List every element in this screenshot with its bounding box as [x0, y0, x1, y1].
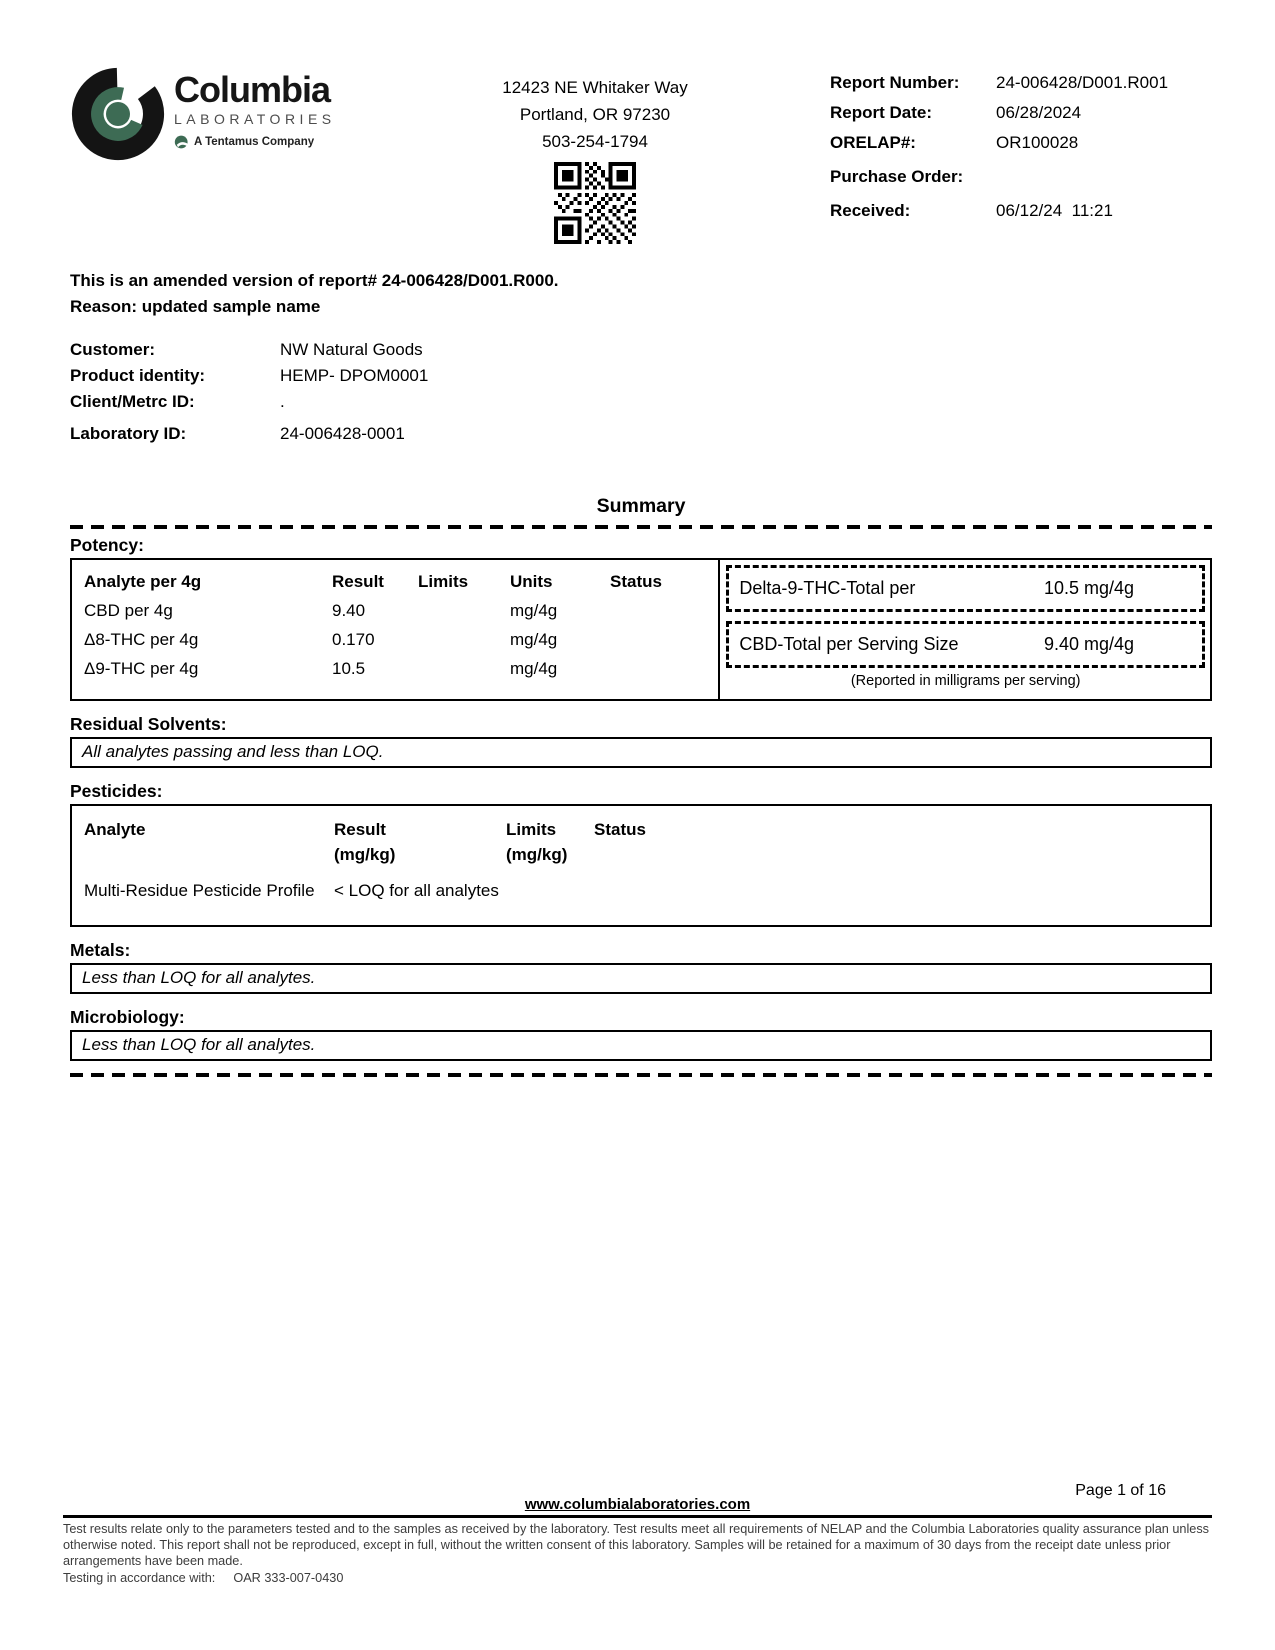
laboratory-id-row — [70, 421, 1212, 447]
potency-box — [70, 558, 1212, 701]
received-label: Received: — [830, 201, 911, 220]
potency-row-status — [610, 601, 718, 621]
potency-row-result: 0.170 — [332, 630, 375, 650]
amendment-line1: This is an amended version of report# 24-006428/D001.R000. — [70, 270, 559, 290]
orelap-row — [830, 134, 1212, 151]
laboratory-id-label: Laboratory ID: — [70, 424, 187, 444]
report-date-value: 06/28/2024 — [996, 103, 1082, 122]
potency-row-limits — [418, 601, 510, 621]
purchase-order-row — [830, 168, 1212, 185]
pesticides-box — [70, 804, 1212, 926]
product-identity-row — [70, 363, 1212, 389]
lab-address — [360, 66, 830, 252]
cbd-total-value: 9.40 mg/4g — [1043, 634, 1134, 655]
potency-col-units: Units — [510, 572, 553, 592]
logo-sub-text: LABORATORIES — [174, 111, 336, 127]
potency-row-analyte: CBD per 4g — [84, 601, 173, 621]
potency-row-units: mg/4g — [510, 630, 558, 650]
potency-row-limits — [418, 630, 510, 650]
report-info — [830, 66, 1212, 232]
report-number-label: Report Number: — [830, 73, 960, 92]
address-line1: 12423 NE Whitaker Way — [502, 78, 688, 97]
laboratory-id-value: 24-006428-0001 — [280, 424, 405, 444]
pesticides-row-result: < LOQ for all analytes — [334, 880, 499, 900]
pesticides-heading: Pesticides: — [70, 781, 163, 802]
received-value: 06/12/24 11:21 — [996, 201, 1113, 220]
accordance-line — [63, 1571, 1212, 1585]
tentamus-icon — [174, 134, 190, 150]
potency-row-analyte: Δ9-THC per 4g — [84, 659, 199, 679]
metals-heading: Metals: — [70, 939, 131, 960]
report-date-label: Report Date: — [830, 103, 933, 122]
footer-disclaimer: Test results relate only to the parameters tested and to the samples as received by the laboratory. Test results meet all requirements of NELAP and the Columbia Laboratories quality assurance plan unless otherwise noted. This report shall not be reproduced, except in full, without the written consent of this laboratory. Samples will be retained for a maximum of 30 days from the receipt date unless prior arrangements have been made. — [63, 1522, 1210, 1568]
report-number-row — [830, 74, 1212, 91]
customer-row — [70, 337, 1212, 363]
report-number-value: 24-006428/D001.R001 — [996, 73, 1169, 92]
client-metrc-row — [70, 389, 1212, 415]
product-identity-label: Product identity: — [70, 366, 206, 386]
pesticides-col-result: Result (mg/kg) — [334, 820, 396, 865]
logo-brand-text: Columbia — [174, 69, 331, 110]
accordance-label: Testing in accordance with: — [63, 1571, 216, 1586]
amendment-note — [70, 268, 1212, 321]
client-metrc-label: Client/Metrc ID: — [70, 392, 195, 412]
potency-heading: Potency: — [70, 535, 144, 556]
summary-bottom-dashed-rule — [70, 1073, 1212, 1077]
cbd-total-box — [726, 621, 1205, 668]
orelap-label: ORELAP#: — [830, 133, 916, 152]
potency-row-units: mg/4g — [510, 601, 558, 621]
summary-top-dashed-rule — [70, 525, 1212, 529]
product-identity-value: HEMP- DPOM0001 — [280, 366, 429, 386]
potency-row-analyte: Δ8-THC per 4g — [84, 630, 199, 650]
totals-note: (Reported in milligrams per serving) — [850, 673, 1081, 690]
page-footer — [63, 1482, 1212, 1585]
tagline-text: A Tentamus Company — [194, 136, 315, 148]
metals-result: Less than LOQ for all analytes. — [70, 963, 1212, 994]
microbiology-heading: Microbiology: — [70, 1006, 185, 1027]
potency-totals-panel — [718, 560, 1210, 699]
sample-info — [70, 337, 1212, 447]
potency-col-status: Status — [610, 572, 662, 592]
potency-col-result: Result — [332, 572, 384, 592]
client-metrc-value: . — [280, 392, 285, 412]
potency-row-result: 10.5 — [332, 659, 366, 679]
cbd-total-label: CBD-Total per Serving Size — [739, 634, 959, 655]
purchase-order-label: Purchase Order: — [830, 167, 964, 186]
residual-solvents-result: All analytes passing and less than LOQ. — [70, 737, 1212, 768]
customer-label: Customer: — [70, 340, 156, 360]
potency-col-limits: Limits — [418, 572, 469, 592]
summary-title: Summary — [596, 495, 686, 518]
customer-value: NW Natural Goods — [280, 340, 423, 360]
potency-row-result: 9.40 — [332, 601, 366, 621]
qr-code — [554, 162, 636, 244]
page-number: Page 1 of 16 — [1075, 1482, 1166, 1499]
footer-rule — [63, 1515, 1212, 1518]
microbiology-result: Less than LOQ for all analytes. — [70, 1030, 1212, 1061]
address-phone: 503-254-1794 — [542, 132, 648, 152]
potency-row-status — [610, 659, 718, 679]
report-header — [70, 0, 1212, 252]
potency-table — [72, 560, 718, 699]
pesticides-col-analyte: Analyte — [84, 820, 146, 840]
website-link[interactable]: www.columbialaboratories.com — [524, 1496, 751, 1513]
report-date-row — [830, 104, 1212, 121]
columbia-logo — [70, 66, 360, 162]
pesticides-row-limits — [506, 881, 594, 901]
address-line2: Portland, OR 97230 — [519, 105, 671, 125]
pesticides-col-status: Status — [594, 820, 646, 840]
delta9-total-label: Delta-9-THC-Total per — [739, 578, 916, 599]
logo-tagline — [174, 134, 336, 150]
orelap-value: OR100028 — [996, 133, 1079, 152]
potency-row-units: mg/4g — [510, 659, 558, 679]
pesticides-row-analyte: Multi-Residue Pesticide Profile — [84, 880, 315, 900]
delta9-total-value: 10.5 mg/4g — [1043, 578, 1134, 599]
potency-row-status — [610, 630, 718, 650]
pesticides-col-limits: Limits (mg/kg) — [506, 820, 568, 865]
delta9-total-box — [726, 565, 1205, 612]
accordance-value: OAR 333-007-0430 — [233, 1571, 344, 1586]
potency-col-analyte: Analyte per 4g — [84, 572, 202, 592]
pesticides-row-status — [594, 881, 1210, 901]
potency-row-limits — [418, 659, 510, 679]
residual-solvents-heading: Residual Solvents: — [70, 714, 227, 735]
received-row — [830, 202, 1212, 219]
columbia-c-logo-icon — [70, 66, 166, 162]
amendment-line2: Reason: updated sample name — [70, 297, 321, 317]
